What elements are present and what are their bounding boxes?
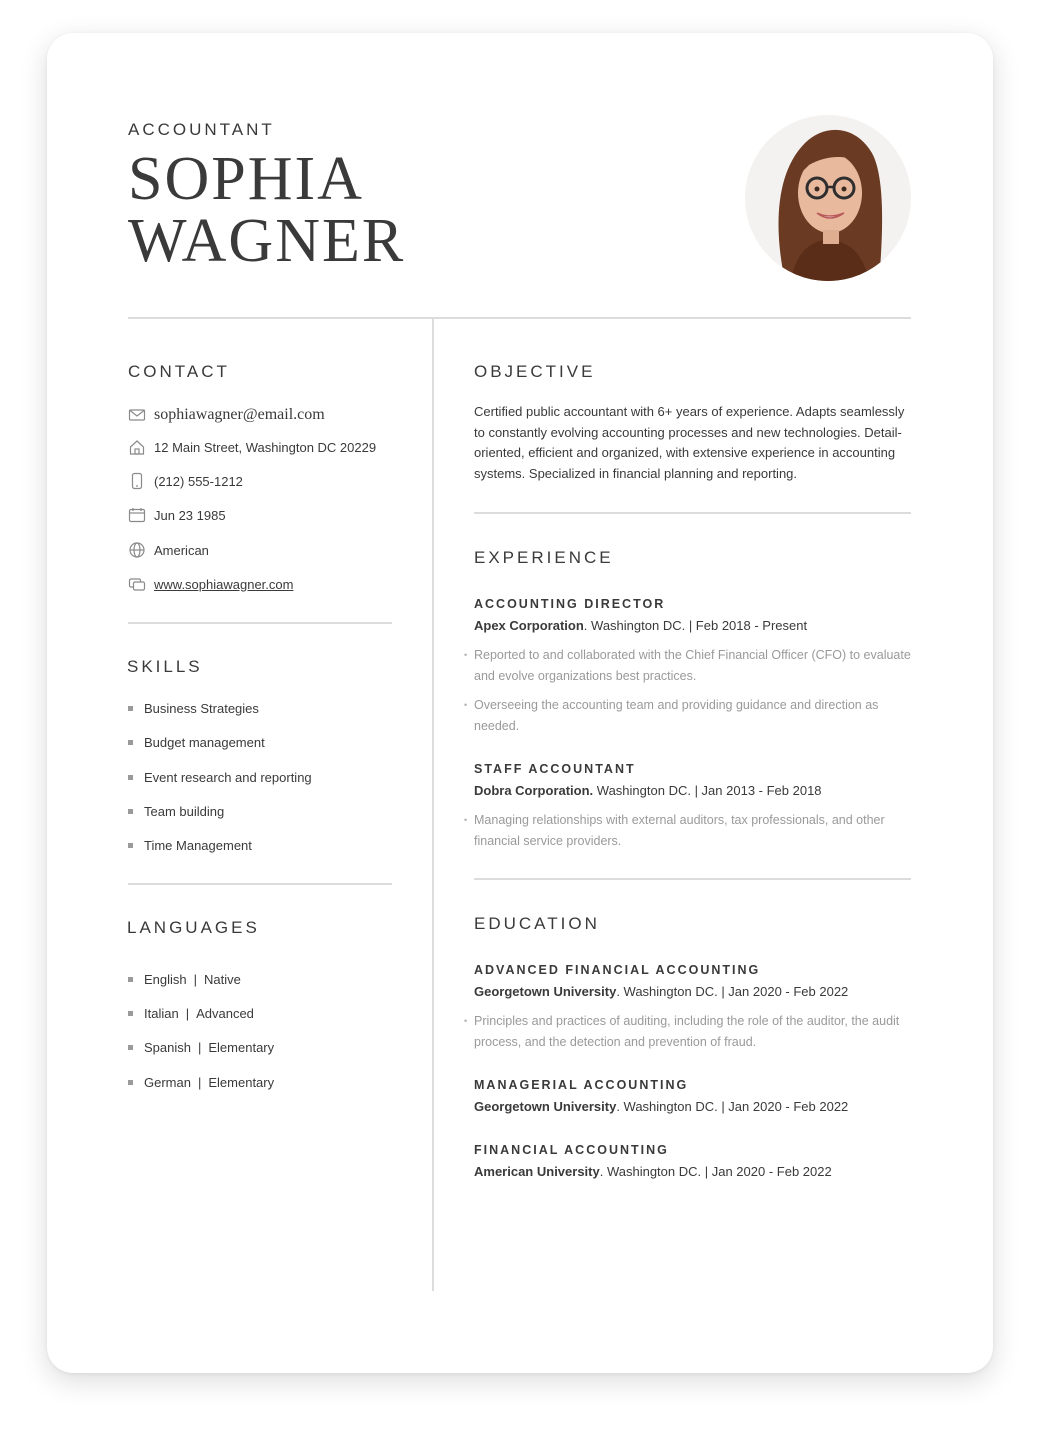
mail-icon [128,406,146,424]
skills-divider [128,883,392,885]
skill-item: Time Management [128,835,252,855]
objective-text: Certified public accountant with 6+ years of experience. Adapts seamlessly to constantly evolving accounting processes and new technologies. Detail-oriented, efficient and organized, with extensive experience in accounting systems. Specialized in financial planning and reporting. [474,404,905,481]
contact-heading: CONTACT [128,362,230,381]
education-heading: EDUCATION [474,914,600,933]
education-meta: American University. Washington DC. | Jan 2020 - Feb 2022 [474,1164,832,1179]
globe-icon [128,541,146,559]
home-icon [128,438,146,456]
job-meta: Apex Corporation. Washington DC. | Feb 2018 - Present [474,618,808,633]
objective-heading: OBJECTIVE [474,362,596,381]
education-title: FINANCIAL ACCOUNTING [474,1143,669,1157]
education-title: MANAGERIAL ACCOUNTING [474,1078,689,1092]
skill-item: Business Strategies [128,698,259,718]
job-title: ACCOUNTING DIRECTOR [474,597,666,611]
website-link[interactable]: www.sophiawagner.com [154,576,294,592]
full-name [128,145,406,275]
skills-heading: SKILLS [127,657,203,676]
contact-phone-text: (212) 555-1212 [154,473,243,489]
phone-icon [128,472,146,490]
contact-nationality-text: American [154,542,209,558]
contact-website[interactable] [128,573,293,595]
calendar-icon [128,506,146,524]
job-detail: • Reported to and collaborated with the Chief Financial Officer (CFO) to evaluate and evolve organizations best practices. [464,645,914,686]
job-meta: Dobra Corporation. Washington DC. | Jan 2013 - Feb 2018 [474,783,822,798]
education-meta: Georgetown University. Washington DC. | Jan 2020 - Feb 2022 [474,1099,849,1114]
contact-divider [128,622,392,624]
contact-birthdate [128,504,226,526]
first-name: SOPHIA [128,145,364,213]
languages-heading: LANGUAGES [127,918,260,937]
contact-address [128,436,376,458]
last-name: WAGNER [128,207,406,275]
experience-heading: EXPERIENCE [474,548,614,567]
skill-item: Team building [128,801,224,821]
objective-divider [474,512,911,514]
header-divider [128,317,911,319]
job-title: STAFF ACCOUNTANT [474,762,636,776]
profile-photo [745,115,911,281]
education-title: ADVANCED FINANCIAL ACCOUNTING [474,963,761,977]
job-detail: • Managing relationships with external auditors, tax professionals, and other financial service providers. [464,810,914,851]
experience-divider [474,878,911,880]
contact-phone [128,470,243,492]
language-item: German | Elementary [128,1072,274,1092]
column-divider [432,319,434,1291]
education-meta: Georgetown University. Washington DC. | Jan 2020 - Feb 2022 [474,984,849,999]
contact-email [128,404,325,426]
link-icon [128,575,146,593]
contact-address-text: 12 Main Street, Washington DC 20229 [154,439,377,455]
language-item: English | Native [128,969,241,989]
contact-email-text: sophiawagner@email.com [154,406,325,423]
education-detail: • Principles and practices of auditing, including the role of the auditor, the audit process, and the detection and prevention of fraud. [464,1011,914,1052]
skill-item: Event research and reporting [128,767,312,787]
contact-birthdate-text: Jun 23 1985 [154,507,226,523]
job-role: ACCOUNTANT [128,120,275,139]
language-item: Italian | Advanced [128,1003,254,1023]
language-item: Spanish | Elementary [128,1037,274,1057]
contact-nationality [128,539,209,561]
job-detail: • Overseeing the accounting team and providing guidance and direction as needed. [464,695,914,736]
skill-item: Budget management [128,732,265,752]
